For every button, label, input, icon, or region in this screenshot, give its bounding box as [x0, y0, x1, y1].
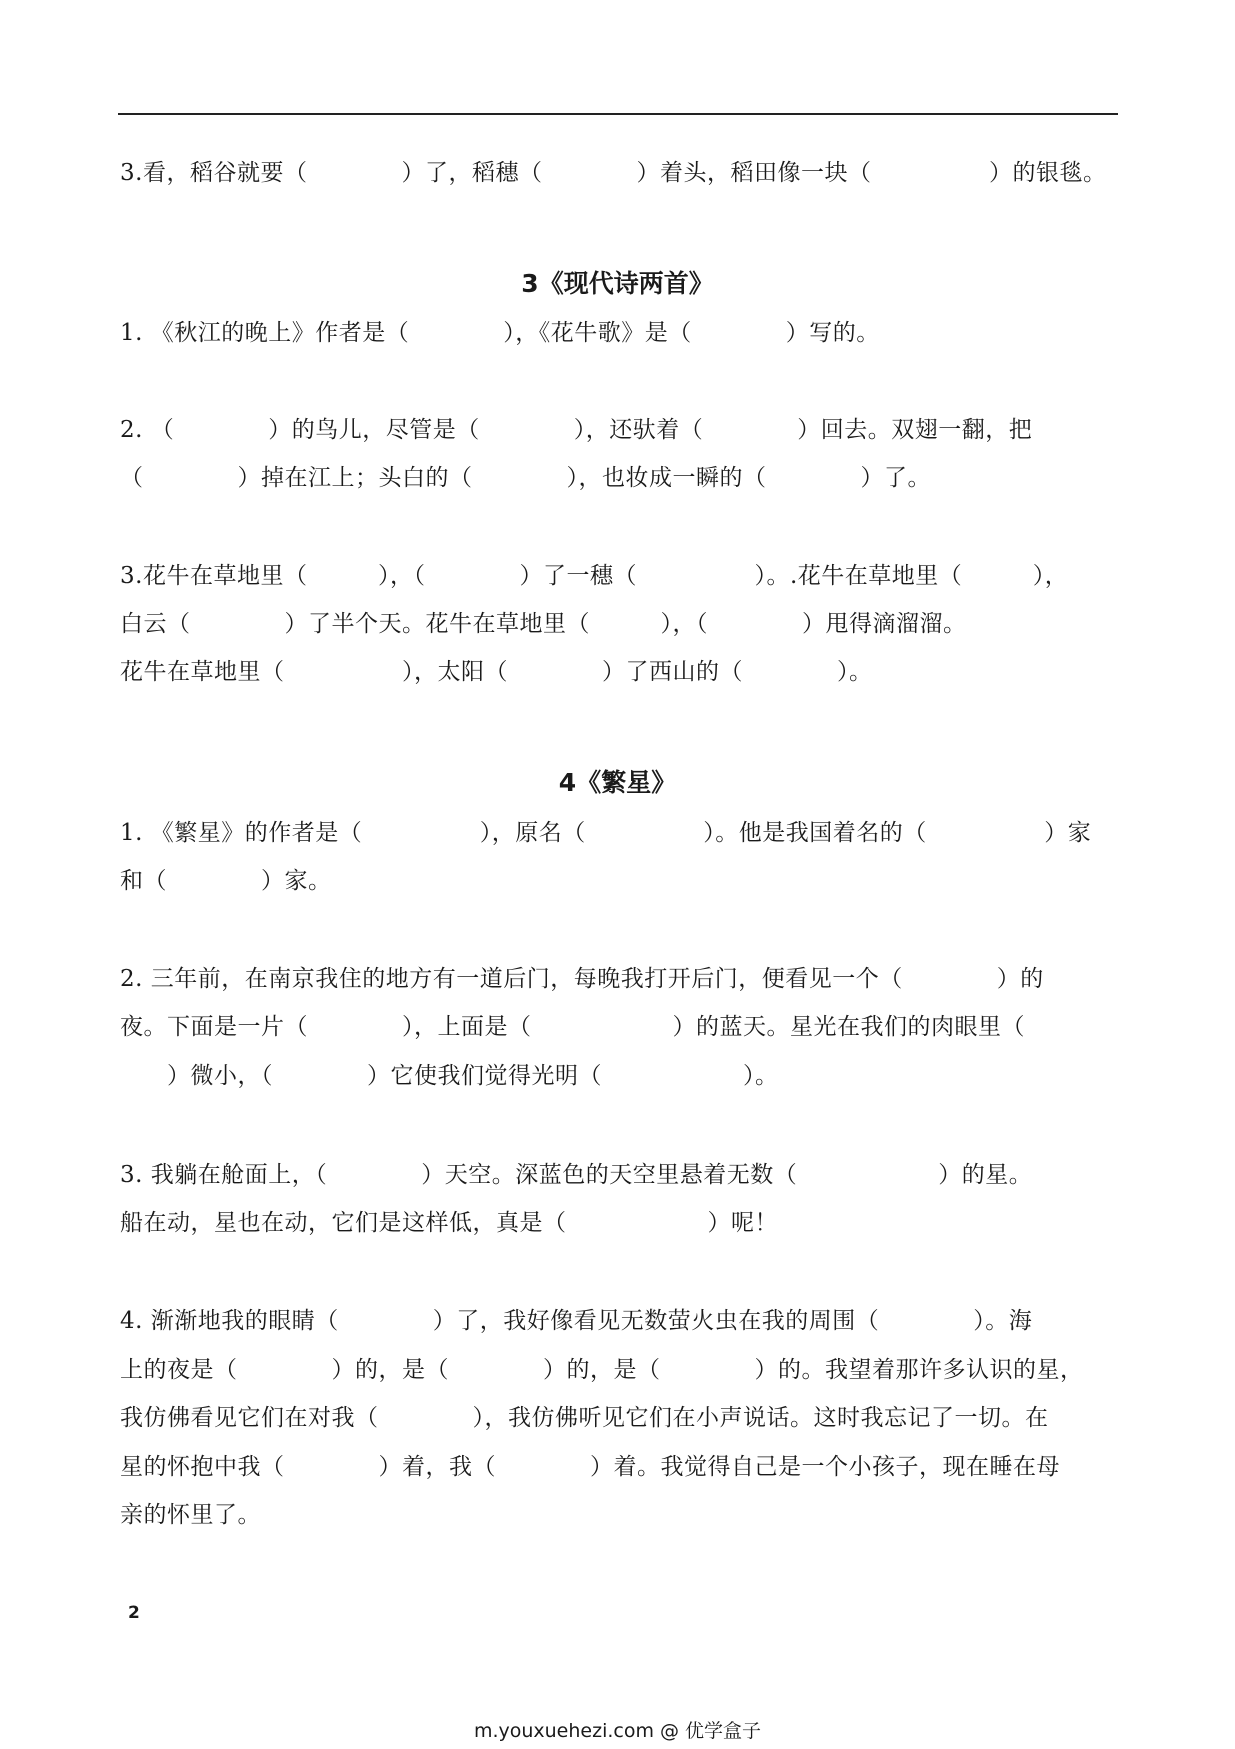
question-line: 4. 渐渐地我的眼睛（ ）了，我好像看见无数萤火虫在我的周围（ ）。海: [120, 1308, 1033, 1334]
question-line: 上的夜是（ ）的，是（ ）的，是（ ）的。我望着那许多认识的星，: [120, 1357, 1084, 1383]
section-title: 4《繁星》: [558, 768, 677, 797]
question-line: 亲的怀里了。: [120, 1502, 261, 1528]
footer-watermark: m.youxuehezi.com @ 优学盒子: [473, 1720, 762, 1742]
question-line: 2. （ ）的鸟儿，尽管是（ ），还驮着（ ）回去。双翅一翻，把: [120, 417, 1033, 443]
question-line: 白云（ ）了半个天。花牛在草地里（ ），（ ）甩得滴溜溜。: [120, 611, 967, 637]
question-line: 星的怀抱中我（ ）着，我（ ）着。我觉得自己是一个小孩子，现在睡在母: [120, 1454, 1060, 1480]
header-rule: [118, 113, 1118, 115]
question-line: 1. 《繁星》的作者是（ ），原名（ ）。他是我国着名的（ ）家: [120, 820, 1092, 846]
question-line: 3.看，稻谷就要（ ）了，稻穗（ ）着头，稻田像一块（ ）的银毯。: [120, 160, 1107, 186]
question-line: 1. 《秋江的晚上》作者是（ ），《花牛歌》是（ ）写的。: [120, 320, 880, 346]
question-line: 花牛在草地里（ ），太阳（ ）了西山的（ ）。: [120, 659, 873, 685]
page-number: 2: [128, 1603, 140, 1623]
question-line: 夜。下面是一片（ ），上面是（ ）的蓝天。星光在我们的肉眼里（: [120, 1014, 1025, 1040]
question-line: 2. 三年前，在南京我住的地方有一道后门，每晚我打开后门，便看见一个（ ）的: [120, 966, 1044, 992]
question-line: 船在动，星也在动，它们是这样低，真是（ ）呢！: [120, 1210, 778, 1236]
section-title: 3《现代诗两首》: [521, 269, 714, 298]
question-line: 3. 我躺在舱面上，（ ）天空。深蓝色的天空里悬着无数（ ）的星。: [120, 1162, 1033, 1188]
question-line: ）微小，（ ）它使我们觉得光明（ ）。: [120, 1063, 779, 1089]
question-line: （ ）掉在江上；头白的（ ），也妆成一瞬的（ ）了。: [120, 465, 931, 491]
question-line: 我仿佛看见它们在对我（ ），我仿佛听见它们在小声说话。这时我忘记了一切。在: [120, 1405, 1049, 1431]
question-line: 3.花牛在草地里（ ），（ ）了一穗（ ）。.花牛在草地里（ ），: [120, 563, 1069, 589]
question-line: 和（ ）家。: [120, 868, 332, 894]
